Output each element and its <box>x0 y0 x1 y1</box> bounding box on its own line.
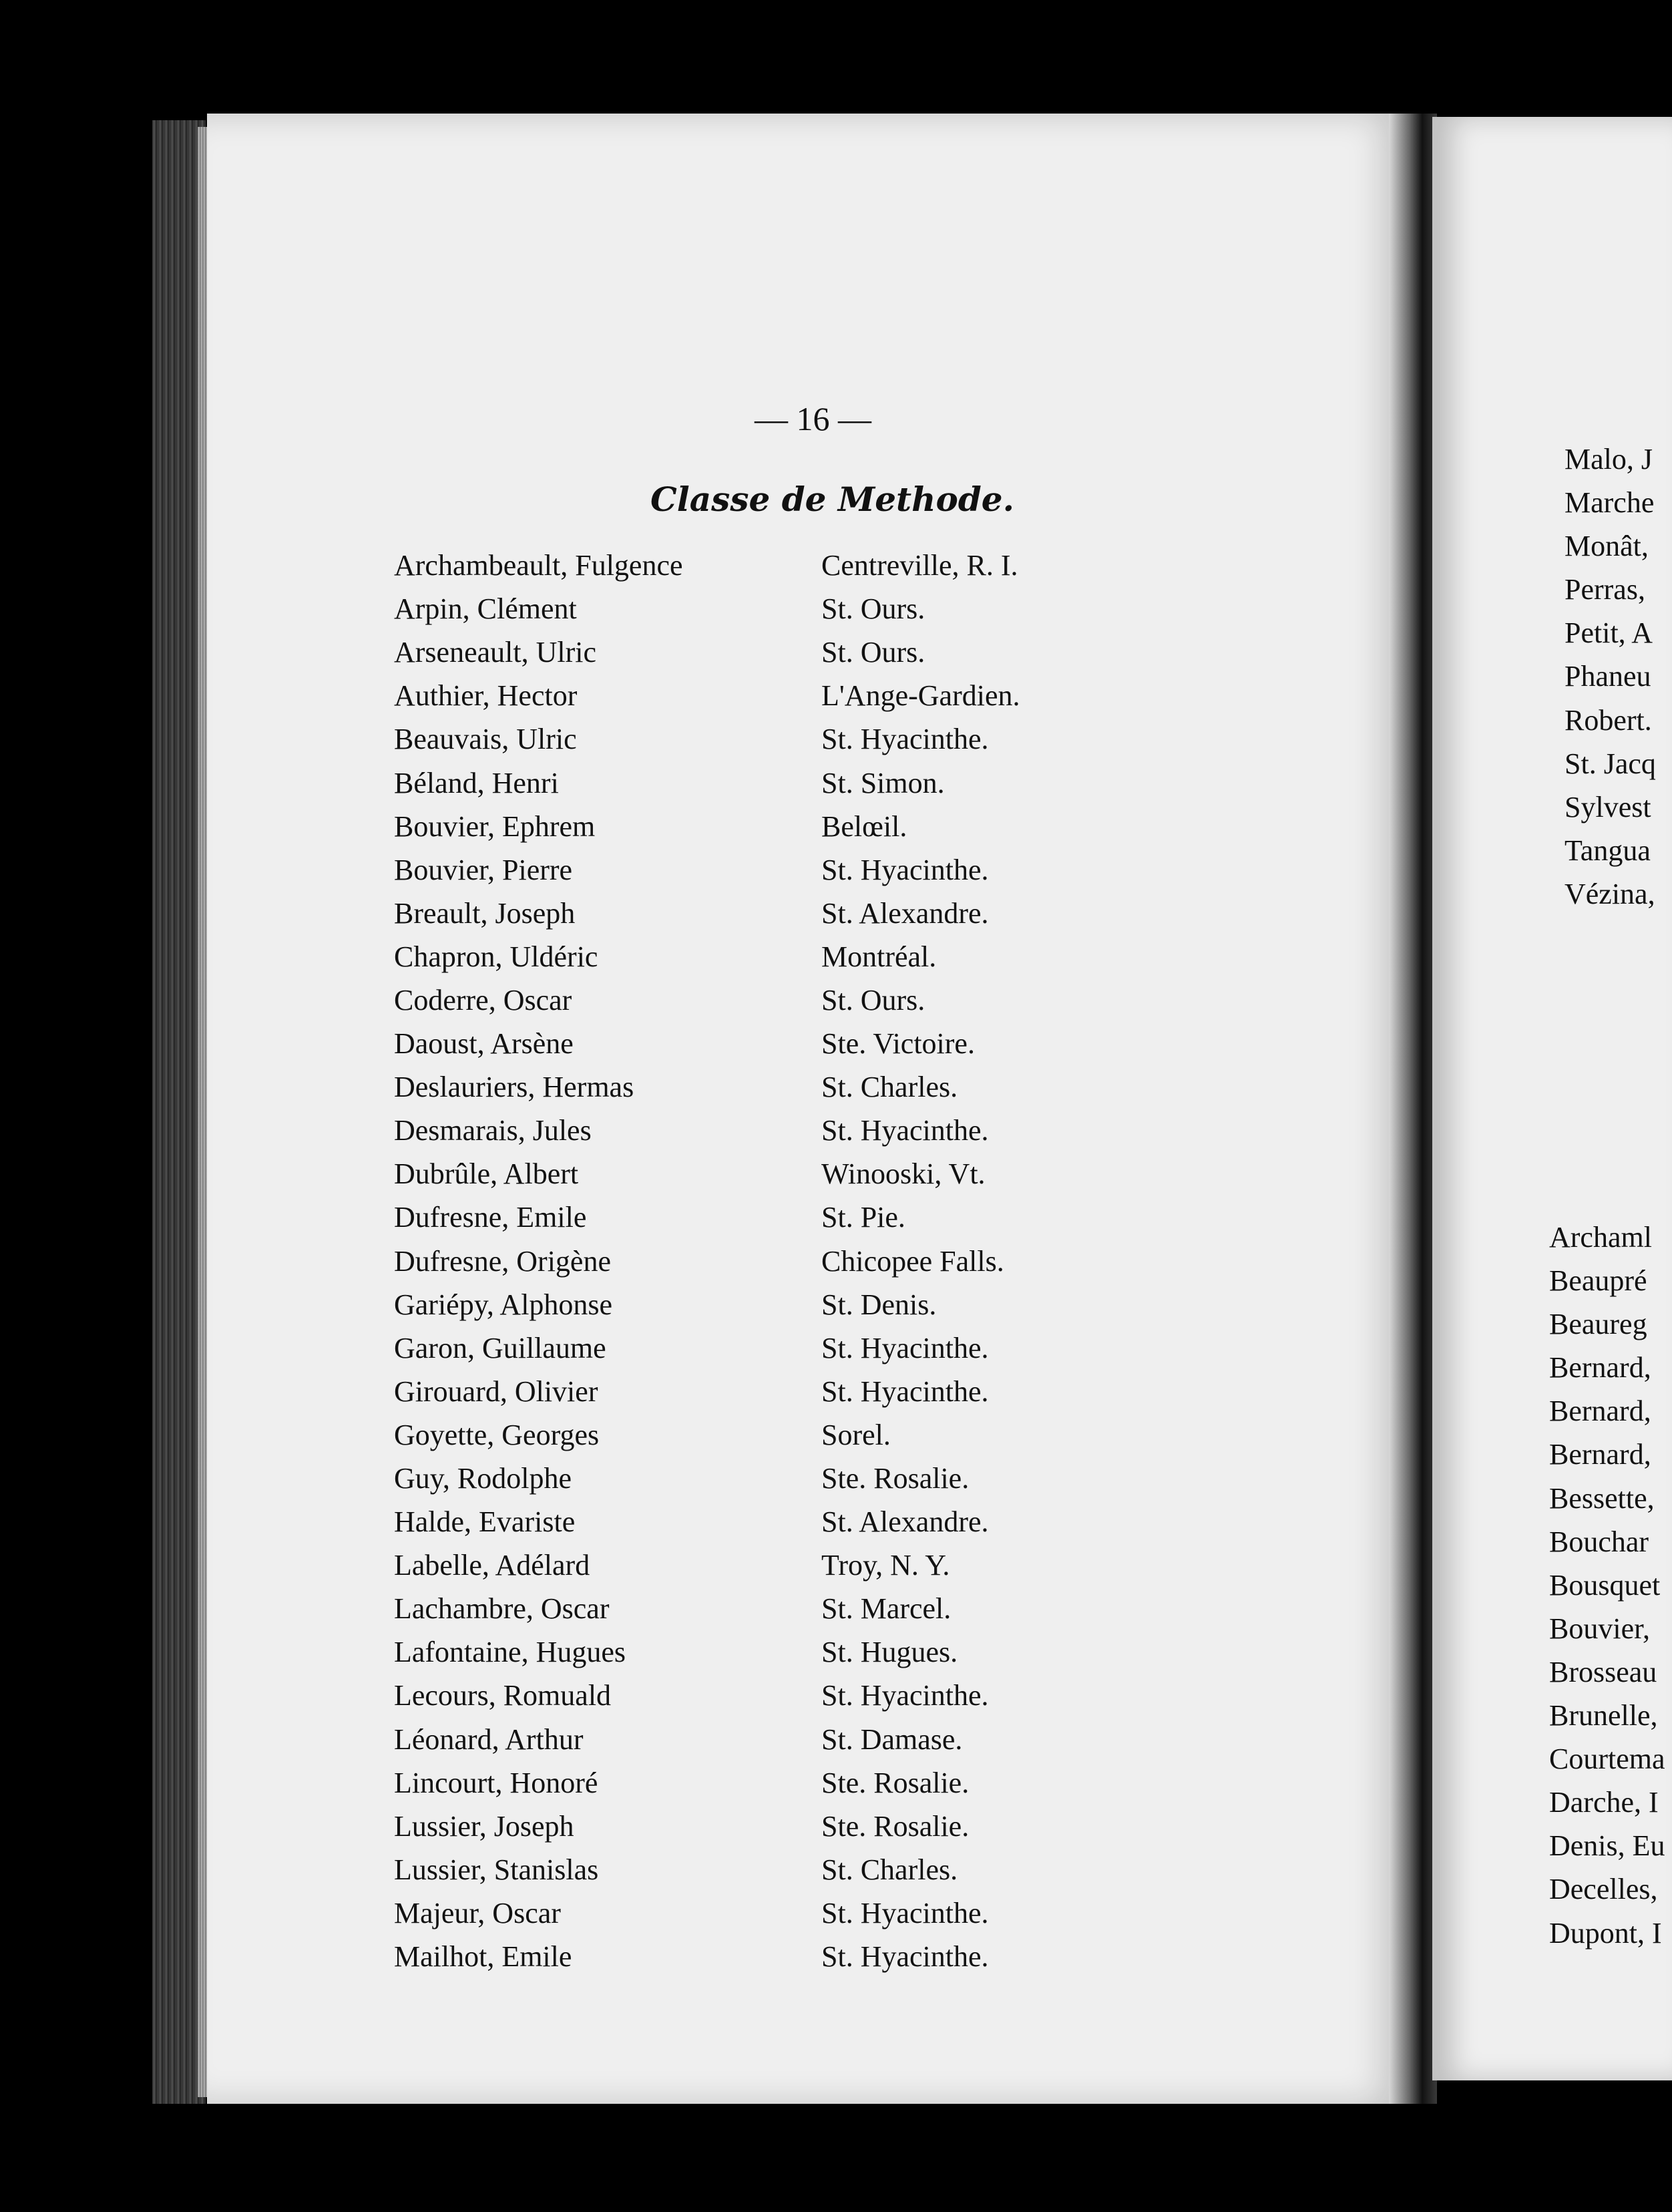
book-gutter <box>1389 114 1437 2104</box>
roster-entry <box>394 630 1329 674</box>
roster-entry <box>394 1065 1329 1109</box>
student-name: Dufresne, Emile <box>394 1201 587 1234</box>
student-name: Bouvier, Pierre <box>394 853 573 886</box>
roster-entry <box>394 587 1329 630</box>
student-name: Lecours, Romuald <box>394 1679 612 1712</box>
student-hometown: St. Hyacinthe. <box>821 1114 989 1147</box>
student-hometown: St. Hyacinthe. <box>821 1374 989 1408</box>
student-hometown: St. Simon. <box>821 766 945 799</box>
student-name: Guy, Rodolphe <box>394 1462 572 1495</box>
student-hometown: St. Hyacinthe. <box>821 1679 989 1712</box>
roster-entry <box>394 1630 1329 1674</box>
student-name: Majeur, Oscar <box>394 1896 561 1929</box>
student-hometown: St. Charles. <box>821 1853 958 1886</box>
student-hometown: St. Ours. <box>821 636 925 669</box>
student-hometown: St. Ours. <box>821 983 925 1017</box>
roster-entry <box>394 1152 1329 1195</box>
student-hometown: Winooski, Vt. <box>821 1157 986 1191</box>
roster-entry <box>394 1240 1329 1283</box>
page-number: — 16 — <box>755 400 871 437</box>
facing-page-name-fragment: Dupont, I <box>1549 1916 1662 1950</box>
facing-page-name-fragment: Beaureg <box>1549 1308 1647 1341</box>
student-hometown: Ste. Rosalie. <box>821 1766 970 1799</box>
student-hometown: St. Hyacinthe. <box>821 1331 989 1364</box>
student-hometown: St. Marcel. <box>821 1592 952 1626</box>
student-name: Breault, Joseph <box>394 896 576 930</box>
facing-page-name-fragment: Bousquet <box>1549 1568 1661 1602</box>
student-name: Beauvais, Ulric <box>394 723 577 756</box>
student-hometown: Ste. Victoire. <box>821 1027 975 1061</box>
student-hometown: St. Pie. <box>821 1201 905 1234</box>
roster-entry <box>394 544 1329 587</box>
student-hometown: Montréal. <box>821 940 937 973</box>
student-hometown: Centreville, R. I. <box>821 549 1018 582</box>
student-name: Léonard, Arthur <box>394 1722 584 1756</box>
facing-page-name-fragment: Robert. <box>1564 703 1652 737</box>
student-hometown: Ste. Rosalie. <box>821 1462 970 1495</box>
facing-page-name-fragment: Bouvier, <box>1549 1612 1650 1645</box>
roster-entry <box>394 1891 1329 1935</box>
student-hometown: St. Alexandre. <box>821 1505 989 1539</box>
student-name: Gariépy, Alphonse <box>394 1288 613 1321</box>
roster-entry <box>394 848 1329 892</box>
student-name: Goyette, Georges <box>394 1418 600 1451</box>
student-name: Lafontaine, Hugues <box>394 1636 626 1669</box>
facing-page-name-fragment: Phaneu <box>1564 660 1651 693</box>
facing-page-name-fragment: Petit, A <box>1564 616 1653 650</box>
section-title: Classe de Methode. <box>650 480 1015 519</box>
facing-page-name-fragment: Bernard, <box>1549 1351 1651 1385</box>
student-roster <box>394 544 1329 1978</box>
roster-entry <box>394 1326 1329 1370</box>
facing-page-name-fragment: Bouchar <box>1549 1525 1649 1558</box>
student-name: Authier, Hector <box>394 679 578 713</box>
facing-page-name-fragment: Perras, <box>1564 573 1645 606</box>
facing-page-name-fragment: Brunelle, <box>1549 1699 1658 1732</box>
student-name: Dufresne, Origène <box>394 1244 611 1278</box>
student-name: Desmarais, Jules <box>394 1114 592 1147</box>
student-name: Mailhot, Emile <box>394 1940 572 1974</box>
student-name: Arseneault, Ulric <box>394 636 596 669</box>
facing-page-name-fragment: Marche <box>1564 486 1655 520</box>
student-hometown: St. Hyacinthe. <box>821 1940 989 1974</box>
student-name: Bouvier, Ephrem <box>394 809 596 843</box>
student-hometown: Troy, N. Y. <box>821 1549 950 1582</box>
roster-entry <box>394 1848 1329 1891</box>
facing-page <box>1432 117 1672 2080</box>
roster-entry <box>394 1457 1329 1500</box>
student-hometown: St. Hyacinthe. <box>821 723 989 756</box>
roster-entry <box>394 717 1329 761</box>
roster-entry <box>394 978 1329 1022</box>
roster-entry <box>394 1805 1329 1848</box>
student-name: Lincourt, Honoré <box>394 1766 598 1799</box>
student-name: Lussier, Stanislas <box>394 1853 599 1886</box>
roster-entry <box>394 1587 1329 1630</box>
roster-entry <box>394 1500 1329 1543</box>
student-name: Garon, Guillaume <box>394 1331 606 1364</box>
student-hometown: St. Hyacinthe. <box>821 1896 989 1929</box>
roster-entry <box>394 1761 1329 1805</box>
student-name: Chapron, Uldéric <box>394 940 598 973</box>
facing-page-name-fragment: Tangua <box>1564 834 1651 867</box>
roster-entry <box>394 761 1329 804</box>
roster-entry <box>394 1674 1329 1717</box>
facing-page-name-fragment: St. Jacq <box>1564 747 1656 780</box>
student-name: Girouard, Olivier <box>394 1374 598 1408</box>
facing-page-lower-list <box>1549 1216 1665 1955</box>
student-hometown: Belœil. <box>821 809 907 843</box>
student-name: Lussier, Joseph <box>394 1809 574 1843</box>
roster-entry <box>394 1935 1329 1978</box>
student-name: Coderre, Oscar <box>394 983 572 1017</box>
student-hometown: St. Denis. <box>821 1288 937 1321</box>
student-name: Halde, Evariste <box>394 1505 576 1539</box>
student-hometown: St. Alexandre. <box>821 896 989 930</box>
student-name: Arpin, Clément <box>394 592 577 626</box>
roster-entry <box>394 935 1329 978</box>
roster-entry <box>394 1718 1329 1761</box>
facing-page-upper-list <box>1564 437 1656 916</box>
student-hometown: Sorel. <box>821 1418 891 1451</box>
facing-page-name-fragment: Archaml <box>1549 1221 1652 1254</box>
student-name: Daoust, Arsène <box>394 1027 574 1061</box>
facing-page-name-fragment: Monât, <box>1564 530 1649 563</box>
student-hometown: St. Damase. <box>821 1722 963 1756</box>
roster-entry <box>394 805 1329 848</box>
facing-page-name-fragment: Darche, I <box>1549 1786 1659 1819</box>
facing-page-name-fragment: Vézina, <box>1564 877 1655 910</box>
student-name: Béland, Henri <box>394 766 559 799</box>
student-hometown: St. Charles. <box>821 1071 958 1104</box>
student-hometown: Chicopee Falls. <box>821 1244 1004 1278</box>
facing-page-name-fragment: Denis, Eu <box>1549 1829 1665 1863</box>
facing-page-name-fragment: Beaupré <box>1549 1264 1647 1298</box>
roster-entry <box>394 1022 1329 1065</box>
roster-entry <box>394 1413 1329 1457</box>
facing-page-name-fragment: Bessette, <box>1549 1481 1655 1515</box>
student-name: Labelle, Adélard <box>394 1549 590 1582</box>
student-hometown: St. Ours. <box>821 592 925 626</box>
student-name: Archambeault, Fulgence <box>394 549 683 582</box>
student-name: Dubrûle, Albert <box>394 1157 579 1191</box>
student-name: Deslauriers, Hermas <box>394 1071 634 1104</box>
facing-page-name-fragment: Malo, J <box>1564 443 1653 476</box>
student-hometown: Ste. Rosalie. <box>821 1809 970 1843</box>
roster-entry <box>394 1195 1329 1239</box>
roster-entry <box>394 1283 1329 1326</box>
student-hometown: St. Hugues. <box>821 1636 958 1669</box>
roster-entry <box>394 1543 1329 1587</box>
student-name: Lachambre, Oscar <box>394 1592 610 1626</box>
facing-page-name-fragment: Bernard, <box>1549 1395 1651 1428</box>
facing-page-name-fragment: Courtema <box>1549 1742 1665 1776</box>
facing-page-name-fragment: Bernard, <box>1549 1438 1651 1471</box>
roster-entry <box>394 1370 1329 1413</box>
facing-page-name-fragment: Sylvest <box>1564 790 1651 823</box>
student-hometown: St. Hyacinthe. <box>821 853 989 886</box>
facing-page-name-fragment: Decelles, <box>1549 1873 1658 1906</box>
student-hometown: L'Ange-Gardien. <box>821 679 1020 713</box>
roster-entry <box>394 1109 1329 1152</box>
roster-entry <box>394 674 1329 717</box>
facing-page-name-fragment: Brosseau <box>1549 1655 1657 1688</box>
roster-entry <box>394 892 1329 935</box>
